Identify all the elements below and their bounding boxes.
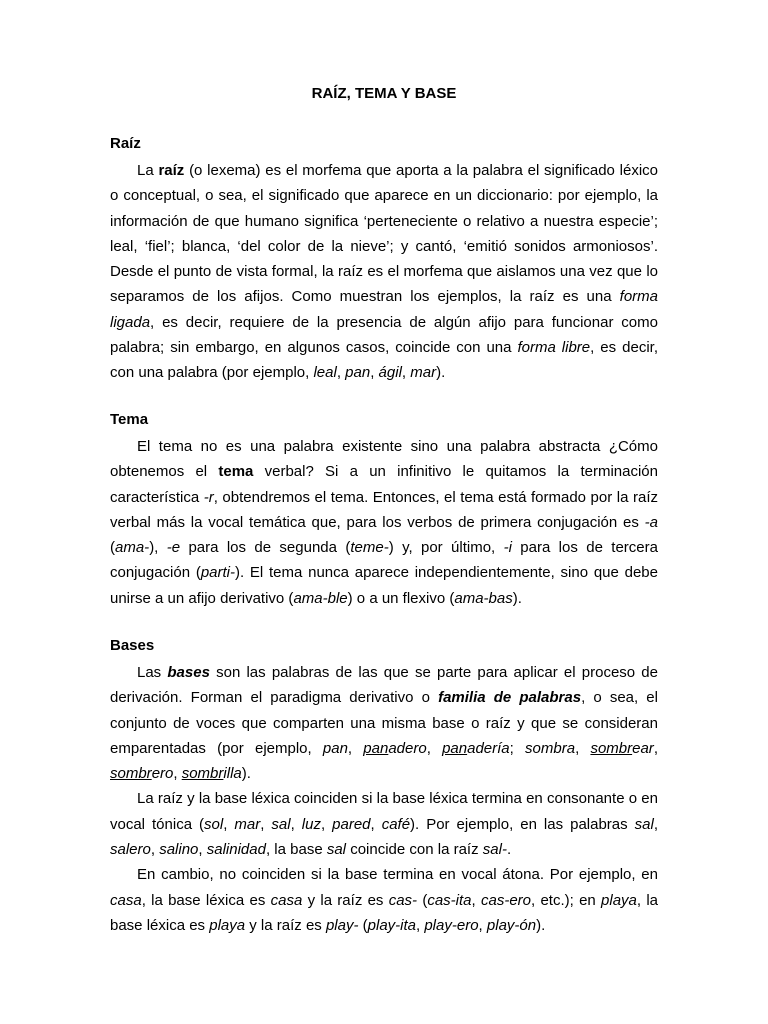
text-run: , [223, 815, 235, 833]
text-run: cas-ero [480, 891, 532, 909]
text-run: mar [234, 815, 261, 833]
text-run: adería [467, 739, 510, 757]
text-run: para los de tercera conjugación ( [110, 539, 658, 582]
text-run: coincide con la raíz [346, 841, 483, 859]
text-run: , [173, 765, 182, 783]
paragraph-raiz-1 [110, 158, 658, 386]
text-run: , etc.); en [531, 891, 602, 909]
text-run: , [370, 364, 379, 382]
text-run: -a [644, 513, 658, 531]
text-run: , es decir, con una palabra (por ejemplo, [110, 339, 658, 382]
text-run: para los de segunda ( [180, 539, 351, 557]
text-run: , es decir, requiere de la presencia de algún afijo para funcionar como palabra; sin embargo, en algunos casos, coincide con una [110, 313, 658, 357]
text-run: sombra [525, 739, 576, 757]
text-run: ), [149, 539, 167, 557]
text-run: La raíz y la base léxica coinciden si la base léxica termina en consonante o en vocal tónica ( [110, 790, 658, 833]
text-run: El tema no es una palabra existente sino una palabra abstracta ¿Cómo obtenemos el [110, 438, 658, 481]
text-run: pan [363, 739, 389, 757]
text-run: play- [325, 916, 359, 934]
text-run: sal- [482, 841, 507, 859]
text-run: raíz [158, 162, 185, 179]
text-run: y la raíz es [302, 891, 389, 909]
text-run: illa [223, 765, 242, 783]
text-run: playa [209, 916, 246, 934]
text-run: La [137, 162, 159, 179]
text-run: , [478, 916, 487, 934]
section-bases [110, 636, 658, 938]
text-run: , la base [265, 841, 327, 859]
text-run: , [653, 739, 658, 757]
text-run: pan [345, 364, 371, 382]
text-run: , [260, 815, 272, 833]
text-run: , [426, 739, 443, 757]
text-run: salino [159, 841, 199, 859]
text-run: ero [151, 765, 174, 783]
text-run: familia de palabras [438, 689, 582, 707]
text-run: sombr [590, 739, 633, 757]
text-run: , [653, 815, 658, 833]
text-run: sal [634, 815, 654, 833]
text-run: pared [332, 815, 371, 833]
text-run: ama- [115, 539, 150, 557]
text-run: ( [417, 891, 428, 909]
text-run: ágil [378, 364, 402, 382]
text-run: cas- [388, 891, 418, 909]
text-run: son las palabras de las que se parte para aplicar el proceso de derivación. Forman el paradigma derivativo o [110, 664, 658, 707]
text-run: pan [442, 739, 468, 757]
text-run: , la base léxica es [141, 891, 271, 909]
text-run: ). Por ejemplo, en las palabras [410, 815, 635, 833]
text-run: , [336, 364, 346, 382]
text-run: ). [436, 364, 446, 382]
text-run: salero [110, 841, 151, 859]
text-run: ). [512, 589, 522, 607]
section-heading-bases: Bases [110, 637, 155, 654]
text-run: salinidad [206, 841, 266, 859]
text-run: sal [326, 841, 347, 859]
text-run: parti- [200, 564, 235, 582]
text-run: , o sea, el conjunto de voces que comparten una misma base o raíz y que se consideran emparentadas (por ejemplo, [110, 689, 658, 757]
text-run: leal [313, 364, 337, 382]
text-run: ama-bas [454, 589, 513, 607]
text-run: teme- [350, 539, 389, 557]
text-run: y la raíz es [245, 916, 326, 934]
text-run: ( [358, 916, 368, 934]
text-run: mar [410, 364, 437, 382]
text-run: ). [241, 765, 251, 783]
text-run: Las [137, 664, 168, 681]
section-heading-raiz: Raíz [110, 135, 141, 152]
text-run: ear [632, 739, 654, 757]
paragraph-tema-1 [110, 434, 658, 611]
text-run: casa [110, 891, 142, 909]
text-run: pan [322, 739, 348, 757]
paragraph-bases-1 [110, 660, 658, 786]
text-run: ( [110, 539, 115, 557]
text-run: . [506, 841, 512, 859]
text-run: casa [270, 891, 303, 909]
text-run: verbal? Si a un infinitivo le quitamos la terminación característica [110, 463, 658, 506]
text-run: , obtendremos el tema. Entonces, el tema está formado por la raíz verbal más la vocal temática que, para los verbos de primera conjugación es [110, 488, 658, 531]
section-tema [110, 410, 658, 611]
text-run: ). El tema nunca aparece independientemente, sino que debe unirse a un afijo derivativo ( [110, 564, 658, 607]
text-run: (o lexema) es el morfema que aporta a la palabra el significado léxico o conceptual, o sea, el significado que aparece en un diccionario: por ejemplo, la información de que humano significa ‘perteneciente o relativo a nuestra especie’; leal, ‘fiel’; blanca, ‘del color de la nieve’; y cantó, ‘emitió sonidos armoniosos’. Desde el punto de vista formal, la raíz es el morfema que aislamos una vez que lo separamos de los afijos. Como muestran los ejemplos, la raíz es una [110, 162, 659, 306]
document-title: RAÍZ, TEMA Y BASE [311, 85, 457, 102]
text-run: , [347, 739, 364, 757]
text-run: -e [166, 539, 181, 557]
text-run: adero [388, 739, 427, 757]
text-run: ama-ble [293, 589, 348, 607]
text-run: playa [601, 891, 637, 909]
text-run: , [370, 815, 382, 833]
text-run: tema [218, 463, 254, 481]
text-run: forma libre [517, 339, 591, 357]
text-run: cas-ita [427, 891, 472, 909]
text-run: bases [167, 664, 210, 681]
text-run: play-ero [424, 916, 479, 934]
text-run: , [416, 916, 425, 934]
paragraph-bases-3 [110, 862, 658, 938]
text-run: café [381, 815, 411, 833]
text-run: forma ligada [110, 288, 658, 331]
text-run: luz [301, 815, 321, 833]
text-run: ; [509, 739, 526, 757]
text-run: -r [203, 488, 214, 506]
text-run: ) y, por último, [388, 539, 504, 557]
text-run: ) o a un flexivo ( [347, 589, 455, 607]
text-run: -i [503, 539, 512, 557]
text-run: play-ita [367, 916, 416, 934]
text-run: , [401, 364, 411, 382]
text-run: , [471, 891, 481, 909]
paragraph-bases-2 [110, 786, 658, 862]
text-run: sal [271, 815, 291, 833]
section-raiz [110, 134, 658, 386]
text-run: , la base léxica es [110, 891, 659, 934]
text-run: sombr [181, 765, 224, 783]
text-run: sol [204, 815, 224, 833]
text-run: , [290, 815, 302, 833]
text-run: , [575, 739, 591, 757]
text-run: , [150, 841, 160, 859]
text-run: En cambio, no coinciden si la base termina en vocal átona. Por ejemplo, en [137, 866, 658, 884]
text-run: , [320, 815, 333, 833]
text-run: , [198, 841, 207, 859]
text-run: ). [536, 916, 546, 934]
section-heading-tema: Tema [110, 411, 149, 428]
text-run: play-ón [486, 916, 537, 934]
text-run: sombr [110, 765, 152, 783]
